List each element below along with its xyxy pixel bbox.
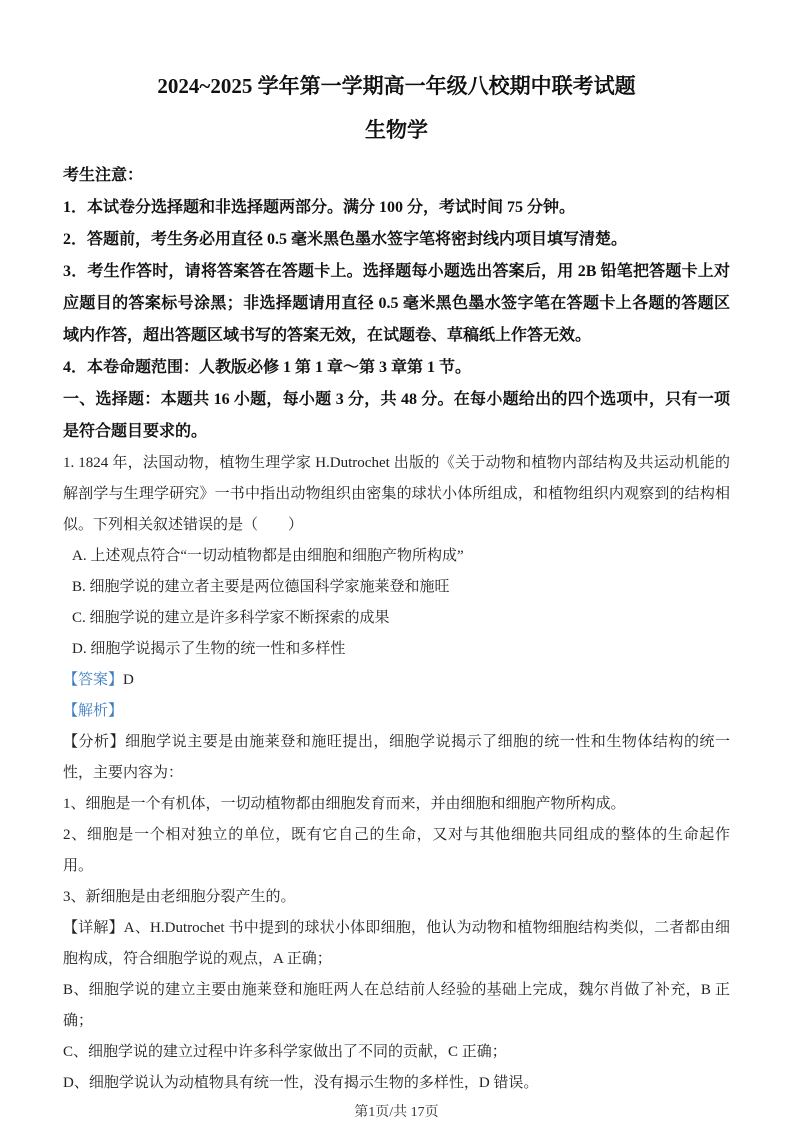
page-number: 第1页/共 17页 [354,1105,439,1120]
detail-option-b: B、细胞学说的建立主要由施莱登和施旺两人在总结前人经验的基础上完成，魏尔肖做了补充，B 正确； [63,982,730,1029]
detail-option-a: 【详解】A、H.Dutrochet 书中提到的球状小体即细胞，他认为动物和植物细胞结构类似，二者都由细胞构成，符合细胞学说的观点，A 正确； [63,920,730,967]
question-stem: 1. 1824 年，法国动物，植物生理学家 H.Dutrochet 出版的《关于动物和植物内部结构及共运动机能的解剖学与生理学研究》一书中指出动物组织由密集的球状小体所组成，和植物组织内观察到的结构相似。下列相关叙述错误的是（ ） [63,455,730,533]
candidate-notice [63,160,730,448]
question-option-a: A. 上述观点符合“一切动植物都是由细胞和细胞产物所构成” [72,548,464,564]
analysis-text: 【分析】细胞学说主要是由施莱登和施旺提出，细胞学说揭示了细胞的统一性和生物体结构的统一性，主要内容为： [63,734,730,781]
notice-item-2: 2．答题前，考生务必用直径 0.5 毫米黑色墨水签字笔将密封线内项目填写清楚。 [63,231,628,248]
notice-item-1: 1．本试卷分选择题和非选择题两部分。满分 100 分，考试时间 75 分钟。 [63,199,576,216]
answer-label: 【答案】 [63,672,124,688]
analysis-point-3: 3、新细胞是由老细胞分裂产生的。 [63,889,296,905]
question-option-c: C. 细胞学说的建立是许多科学家不断探索的成果 [72,610,390,626]
analysis-label: 【解析】 [63,703,124,719]
question-option-d: D. 细胞学说揭示了生物的统一性和多样性 [72,641,346,657]
notice-item-4: 4．本卷命题范围：人教版必修 1 第 1 章～第 3 章第 1 节。 [63,359,472,376]
section-heading: 一、选择题：本题共 16 小题，每小题 3 分，共 48 分。在每小题给出的四个选项中，只有一项是符合题目要求的。 [63,391,730,440]
analysis-point-1: 1、细胞是一个有机体，一切动植物都由细胞发育而来，并由细胞和细胞产物所构成。 [63,796,626,812]
detail-option-c: C、细胞学说的建立过程中许多科学家做出了不同的贡献，C 正确； [63,1044,507,1060]
analysis-heading-row [63,696,730,727]
detail-option-d: D、细胞学说认为动植物具有统一性，没有揭示生物的多样性，D 错误。 [63,1075,539,1091]
question-option-b: B. 细胞学说的建立者主要是两位德国科学家施莱登和施旺 [72,579,450,595]
analysis-point-2: 2、细胞是一个相对独立的单位，既有它自己的生命，又对与其他细胞共同组成的整体的生命起作用。 [63,827,730,874]
question-block [63,448,730,1099]
notice-item-3: 3．考生作答时，请将答案答在答题卡上。选择题每小题选出答案后，用 2B 铅笔把答题卡上对应题目的答案标号涂黑；非选择题请用直径 0.5 毫米黑色墨水签字笔在答题卡上各题的答题区域内作答，超出答题区域书写的答案无效，在试题卷、草稿纸上作答无效。 [63,263,730,344]
answer-value: D [123,672,134,688]
exam-subject: 生物学 [365,118,428,142]
answer-row [63,665,730,696]
notice-heading: 考生注意： [63,167,144,184]
exam-title: 2024~2025 学年第一学期高一年级八校期中联考试题 [157,74,636,98]
